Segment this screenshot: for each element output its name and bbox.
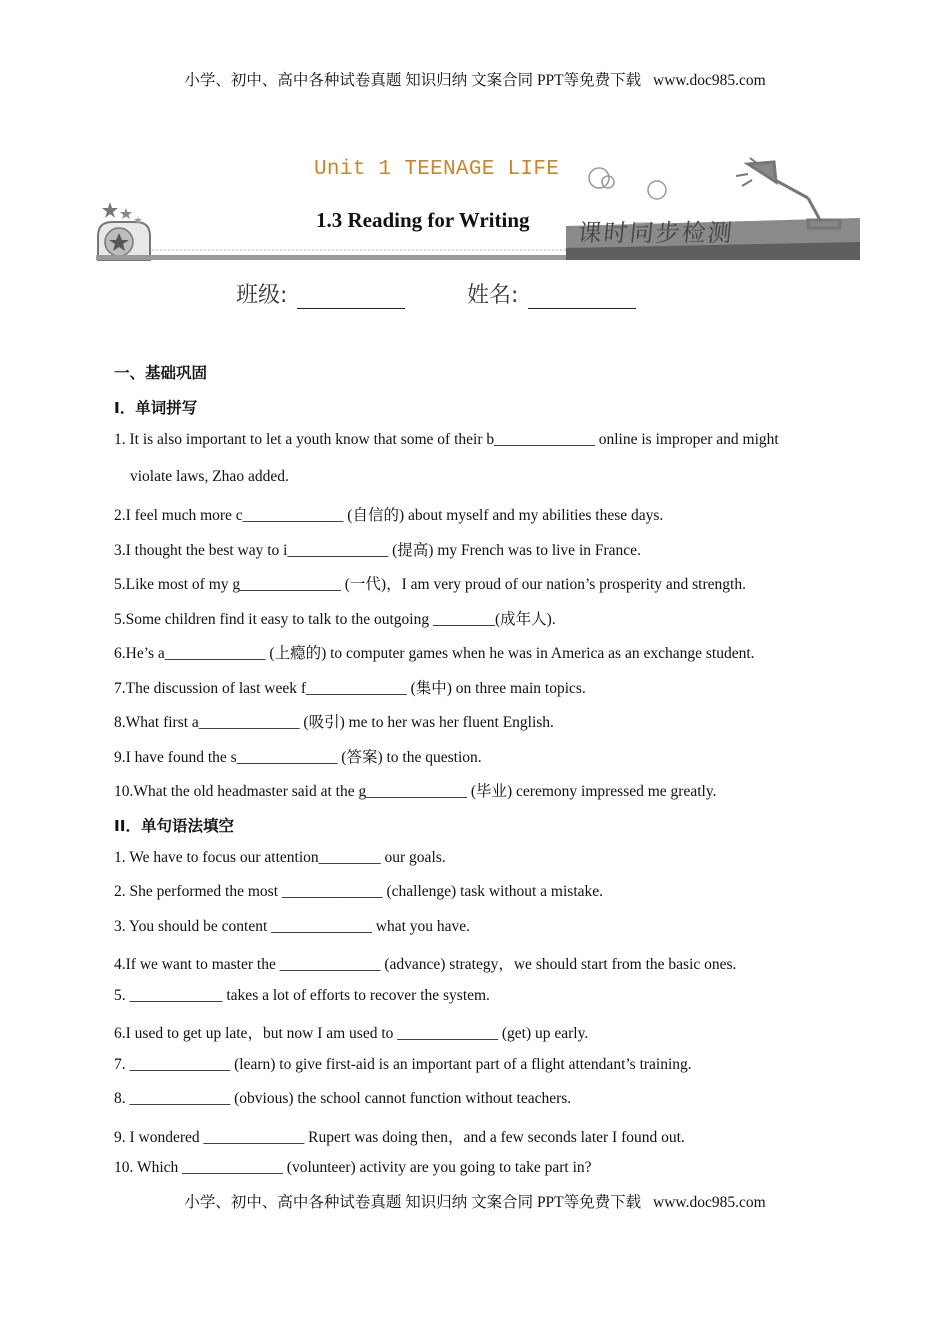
exercise-line: 7. _____________ (learn) to give first-aid is an important part of a flight attendant’s training.	[114, 1056, 692, 1073]
exercise-line: 3.I thought the best way to i_____________ (提高) my French was to live in France.	[114, 542, 641, 559]
bubble-icons	[589, 168, 666, 199]
section1-heading: I．单词拼写	[114, 399, 198, 417]
exercise-line: 3. You should be content _____________ what you have.	[114, 918, 471, 935]
exercise-line: 9. I wondered _____________ Rupert was doing then，and a few seconds later I found out.	[114, 1129, 685, 1146]
header-note	[0, 68, 950, 90]
exercise-line: 9.I have found the s_____________ (答案) to the question.	[114, 749, 482, 766]
footer-note	[0, 1190, 950, 1212]
exercise-line: 5. ____________ takes a lot of efforts to recover the system.	[114, 987, 490, 1004]
exercise-line: 10. Which _____________ (volunteer) activity are you going to take part in?	[114, 1159, 592, 1176]
lesson-banner	[96, 138, 860, 268]
exercise-line: 8.What first a_____________ (吸引) me to her was her fluent English.	[114, 714, 554, 731]
exercise-line: violate laws, Zhao added.	[130, 468, 289, 485]
star-badge-icon	[98, 202, 150, 260]
class-blank[interactable]	[297, 286, 405, 309]
exercise-line: 7.The discussion of last week f_____________ (集中) on three main topics.	[114, 680, 586, 697]
class-field	[236, 278, 405, 309]
exercise-line: 8. _____________ (obvious) the school cannot function without teachers.	[114, 1090, 572, 1107]
exercise-line: 1. We have to focus our attention________ our goals.	[114, 849, 446, 866]
footer-note-text: 小学、初中、高中各种试卷真题 知识归纳 文案合同 PPT等免费下载	[184, 1194, 642, 1211]
name-field	[467, 278, 636, 309]
exercise-line: 6.He’s a_____________ (上瘾的) to computer games when he was in America as an exchange student.	[114, 645, 755, 662]
exercise-line: 6.I used to get up late，but now I am used to _____________ (get) up early.	[114, 1025, 589, 1042]
class-label: 班级:	[236, 283, 288, 308]
header-note-text: 小学、初中、高中各种试卷真题 知识归纳 文案合同 PPT等免费下载	[184, 72, 642, 89]
section2-heading: II．单句语法填空	[114, 817, 235, 835]
name-label: 姓名:	[467, 283, 519, 308]
desk-lamp-icon	[736, 158, 840, 228]
lesson-title: 1.3 Reading for Writing	[316, 208, 530, 232]
unit-title: Unit 1 TEENAGE LIFE	[314, 158, 560, 181]
exercise-line: 5.Some children find it easy to talk to the outgoing ________(成年人).	[114, 611, 556, 628]
name-blank[interactable]	[528, 286, 636, 309]
exercise-line: 1. It is also important to let a youth know that some of their b_____________ online is improper and might	[114, 431, 779, 448]
exercise-line: 5.Like most of my g_____________ (一代)，I am very proud of our nation’s prosperity and strength.	[114, 576, 746, 593]
exercise-line: 2.I feel much more c_____________ (自信的) about myself and my abilities these days.	[114, 507, 664, 524]
exercise-line: 4.If we want to master the _____________ (advance) strategy，we should start from the basic ones.	[114, 956, 737, 973]
sync-test-label: 课时同步检测	[576, 219, 736, 247]
part-one-heading: 一、基础巩固	[114, 364, 208, 382]
header-note-site[interactable]: www.doc985.com	[653, 72, 766, 89]
exercise-line: 10.What the old headmaster said at the g_____________ (毕业) ceremony impressed me greatly.	[114, 783, 717, 800]
exercise-line: 2. She performed the most _____________ (challenge) task without a mistake.	[114, 883, 604, 900]
footer-note-site[interactable]: www.doc985.com	[653, 1194, 766, 1211]
